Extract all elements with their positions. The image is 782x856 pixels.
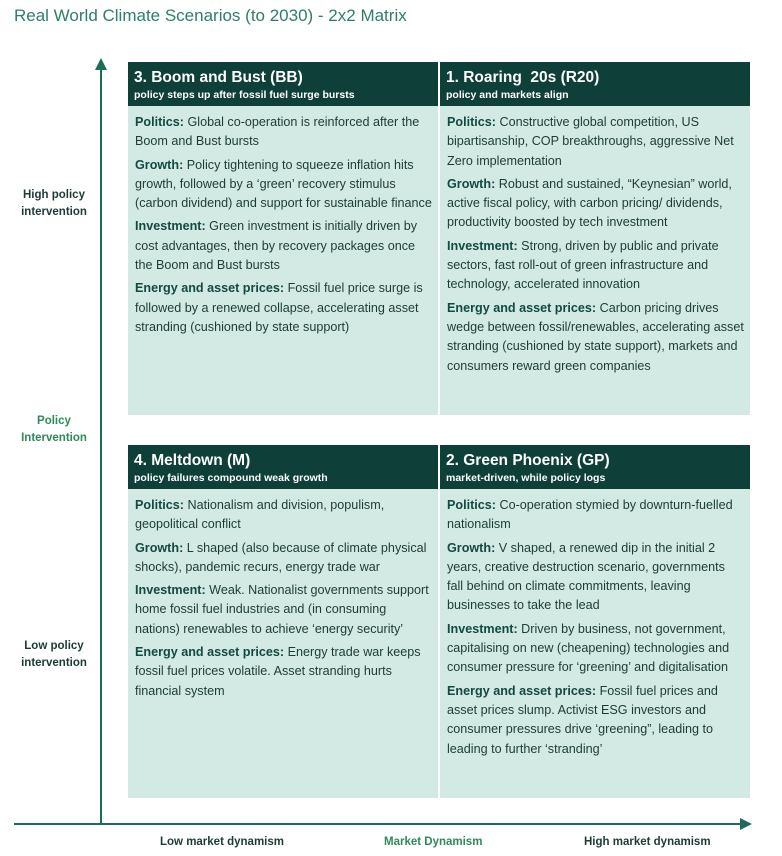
y-label-low-line2: intervention bbox=[21, 657, 87, 669]
quadrant-title: 3. Boom and Bust (BB) bbox=[134, 69, 303, 86]
quadrant-body bbox=[440, 489, 750, 759]
item-label: Politics: bbox=[447, 115, 496, 129]
item-text: Fossil fuel price surge is followed by a renewed collapse, accelerating asset stranding (cushioned by state support) bbox=[135, 281, 423, 334]
page-title: Real World Climate Scenarios (to 2030) - 2x2 Matrix bbox=[14, 6, 407, 25]
energy-prices-item bbox=[447, 299, 744, 376]
item-text: Global co-operation is reinforced after the Boom and Bust bursts bbox=[135, 115, 420, 149]
item-text: Driven by business, not government, capitalising on new (cheapening) technologies and consumer pressure for ‘greening’ and digitalisation bbox=[447, 621, 730, 675]
y-label-high bbox=[4, 187, 104, 221]
item-label: Investment: bbox=[447, 621, 518, 636]
item-text: Weak. Nationalist governments support home fossil fuel industries and (in consuming nations) renewables to achieve ‘energy security’ bbox=[135, 583, 429, 636]
quadrant-subtitle: market-driven, while policy logs bbox=[446, 472, 606, 484]
item-text: L shaped (also because of climate physical shocks), pandemic recurs, energy trade war bbox=[135, 540, 427, 574]
item-text: Co-operation stymied by downturn-fuelled nationalism bbox=[447, 498, 733, 532]
energy-prices-item bbox=[135, 279, 432, 337]
quadrant-meltdown bbox=[128, 445, 438, 798]
quadrant-body bbox=[128, 489, 438, 701]
politics-item bbox=[447, 113, 744, 171]
growth-item bbox=[135, 156, 432, 214]
quadrant-subtitle: policy and markets align bbox=[446, 89, 569, 101]
item-text: Strong, driven by public and private sectors, fast roll-out of green infrastructure and technology, accelerated innovation bbox=[447, 238, 719, 292]
politics-item bbox=[135, 113, 432, 152]
growth-item bbox=[135, 539, 432, 578]
x-axis-arrow-icon bbox=[740, 818, 752, 830]
item-label: Politics: bbox=[447, 498, 496, 512]
quadrant-title: 1. Roaring 20s (R20) bbox=[446, 69, 600, 86]
quadrant-boom-and-bust bbox=[128, 62, 438, 415]
item-label: Investment: bbox=[447, 238, 518, 253]
x-label-low: Low market dynamism bbox=[160, 836, 284, 848]
item-label: Politics: bbox=[135, 115, 184, 129]
x-label-high: High market dynamism bbox=[584, 836, 711, 848]
quadrant-title: 4. Meltdown (M) bbox=[134, 452, 251, 469]
item-label: Investment: bbox=[135, 583, 206, 598]
y-label-mid-line1: Policy bbox=[37, 415, 71, 427]
item-text: Policy tightening to squeeze inflation hits growth, followed by a ‘green’ recovery stimulus (carbon dividend) and support for sustainable finance bbox=[135, 157, 432, 211]
quadrant-body bbox=[128, 106, 438, 337]
y-label-mid bbox=[4, 413, 104, 447]
item-label: Politics: bbox=[135, 498, 184, 512]
investment-item bbox=[447, 237, 744, 295]
quadrant-header bbox=[440, 445, 750, 489]
x-label-mid: Market Dynamism bbox=[384, 836, 483, 848]
quadrant-subtitle: policy steps up after fossil fuel surge bursts bbox=[134, 89, 355, 101]
item-label: Growth: bbox=[447, 540, 496, 555]
item-text: Green investment is initially driven by cost advantages, then by recovery packages once the Boom and Bust bursts bbox=[135, 219, 418, 273]
item-text: V shaped, a renewed dip in the initial 2 years, creative destruction scenario, governments fall behind on climate commitments, leaving businesses to take the lead bbox=[447, 540, 725, 613]
quadrant-body bbox=[440, 106, 750, 376]
quadrant-subtitle: policy failures compound weak growth bbox=[134, 472, 328, 484]
quadrant-roaring-20s bbox=[440, 62, 750, 415]
energy-prices-item bbox=[447, 682, 744, 759]
quadrant-header bbox=[128, 62, 438, 106]
item-text: Nationalism and division, populism, geopolitical conflict bbox=[135, 498, 385, 532]
item-label: Growth: bbox=[135, 540, 184, 555]
item-label: Growth: bbox=[135, 157, 184, 172]
item-label: Energy and asset prices: bbox=[447, 683, 597, 698]
quadrant-header bbox=[128, 445, 438, 489]
growth-item bbox=[447, 175, 744, 233]
politics-item bbox=[447, 496, 744, 535]
quadrant-green-phoenix bbox=[440, 445, 750, 798]
x-axis-line bbox=[14, 823, 741, 825]
item-label: Investment: bbox=[135, 219, 206, 234]
growth-item bbox=[447, 539, 744, 616]
item-text: Constructive global competition, US bipartisanship, COP breakthroughs, aggressive Net Zero implementation bbox=[447, 115, 734, 168]
y-label-mid-line2: Intervention bbox=[21, 432, 87, 444]
item-text: Robust and sustained, “Keynesian” world, active fiscal policy, with carbon pricing/ dividends, productivity boosted by tech investment bbox=[447, 176, 732, 230]
quadrant-header bbox=[440, 62, 750, 106]
politics-item bbox=[135, 496, 432, 535]
investment-item bbox=[447, 620, 744, 678]
item-label: Energy and asset prices: bbox=[135, 645, 285, 660]
y-label-high-line2: intervention bbox=[21, 206, 87, 218]
item-text: Fossil fuel prices and asset prices slump. Activist ESG investors and consumer pressures drive ‘greening”, leading to leading to further ‘stranding’ bbox=[447, 683, 718, 756]
energy-prices-item bbox=[135, 643, 432, 701]
item-label: Energy and asset prices: bbox=[135, 281, 285, 296]
y-label-low-line1: Low policy bbox=[24, 640, 84, 652]
item-text: Energy trade war keeps fossil fuel prices volatile. Asset stranding hurts financial system bbox=[135, 645, 421, 698]
y-label-low bbox=[4, 638, 104, 672]
investment-item bbox=[135, 581, 432, 639]
investment-item bbox=[135, 217, 432, 275]
item-text: Carbon pricing drives wedge between fossil/renewables, accelerating asset stranding (cushioned by state support), markets and consumers reward green companies bbox=[447, 300, 744, 373]
y-label-high-line1: High policy bbox=[23, 189, 85, 201]
item-label: Energy and asset prices: bbox=[447, 300, 597, 315]
item-label: Growth: bbox=[447, 176, 496, 191]
quadrant-title: 2. Green Phoenix (GP) bbox=[446, 452, 610, 469]
